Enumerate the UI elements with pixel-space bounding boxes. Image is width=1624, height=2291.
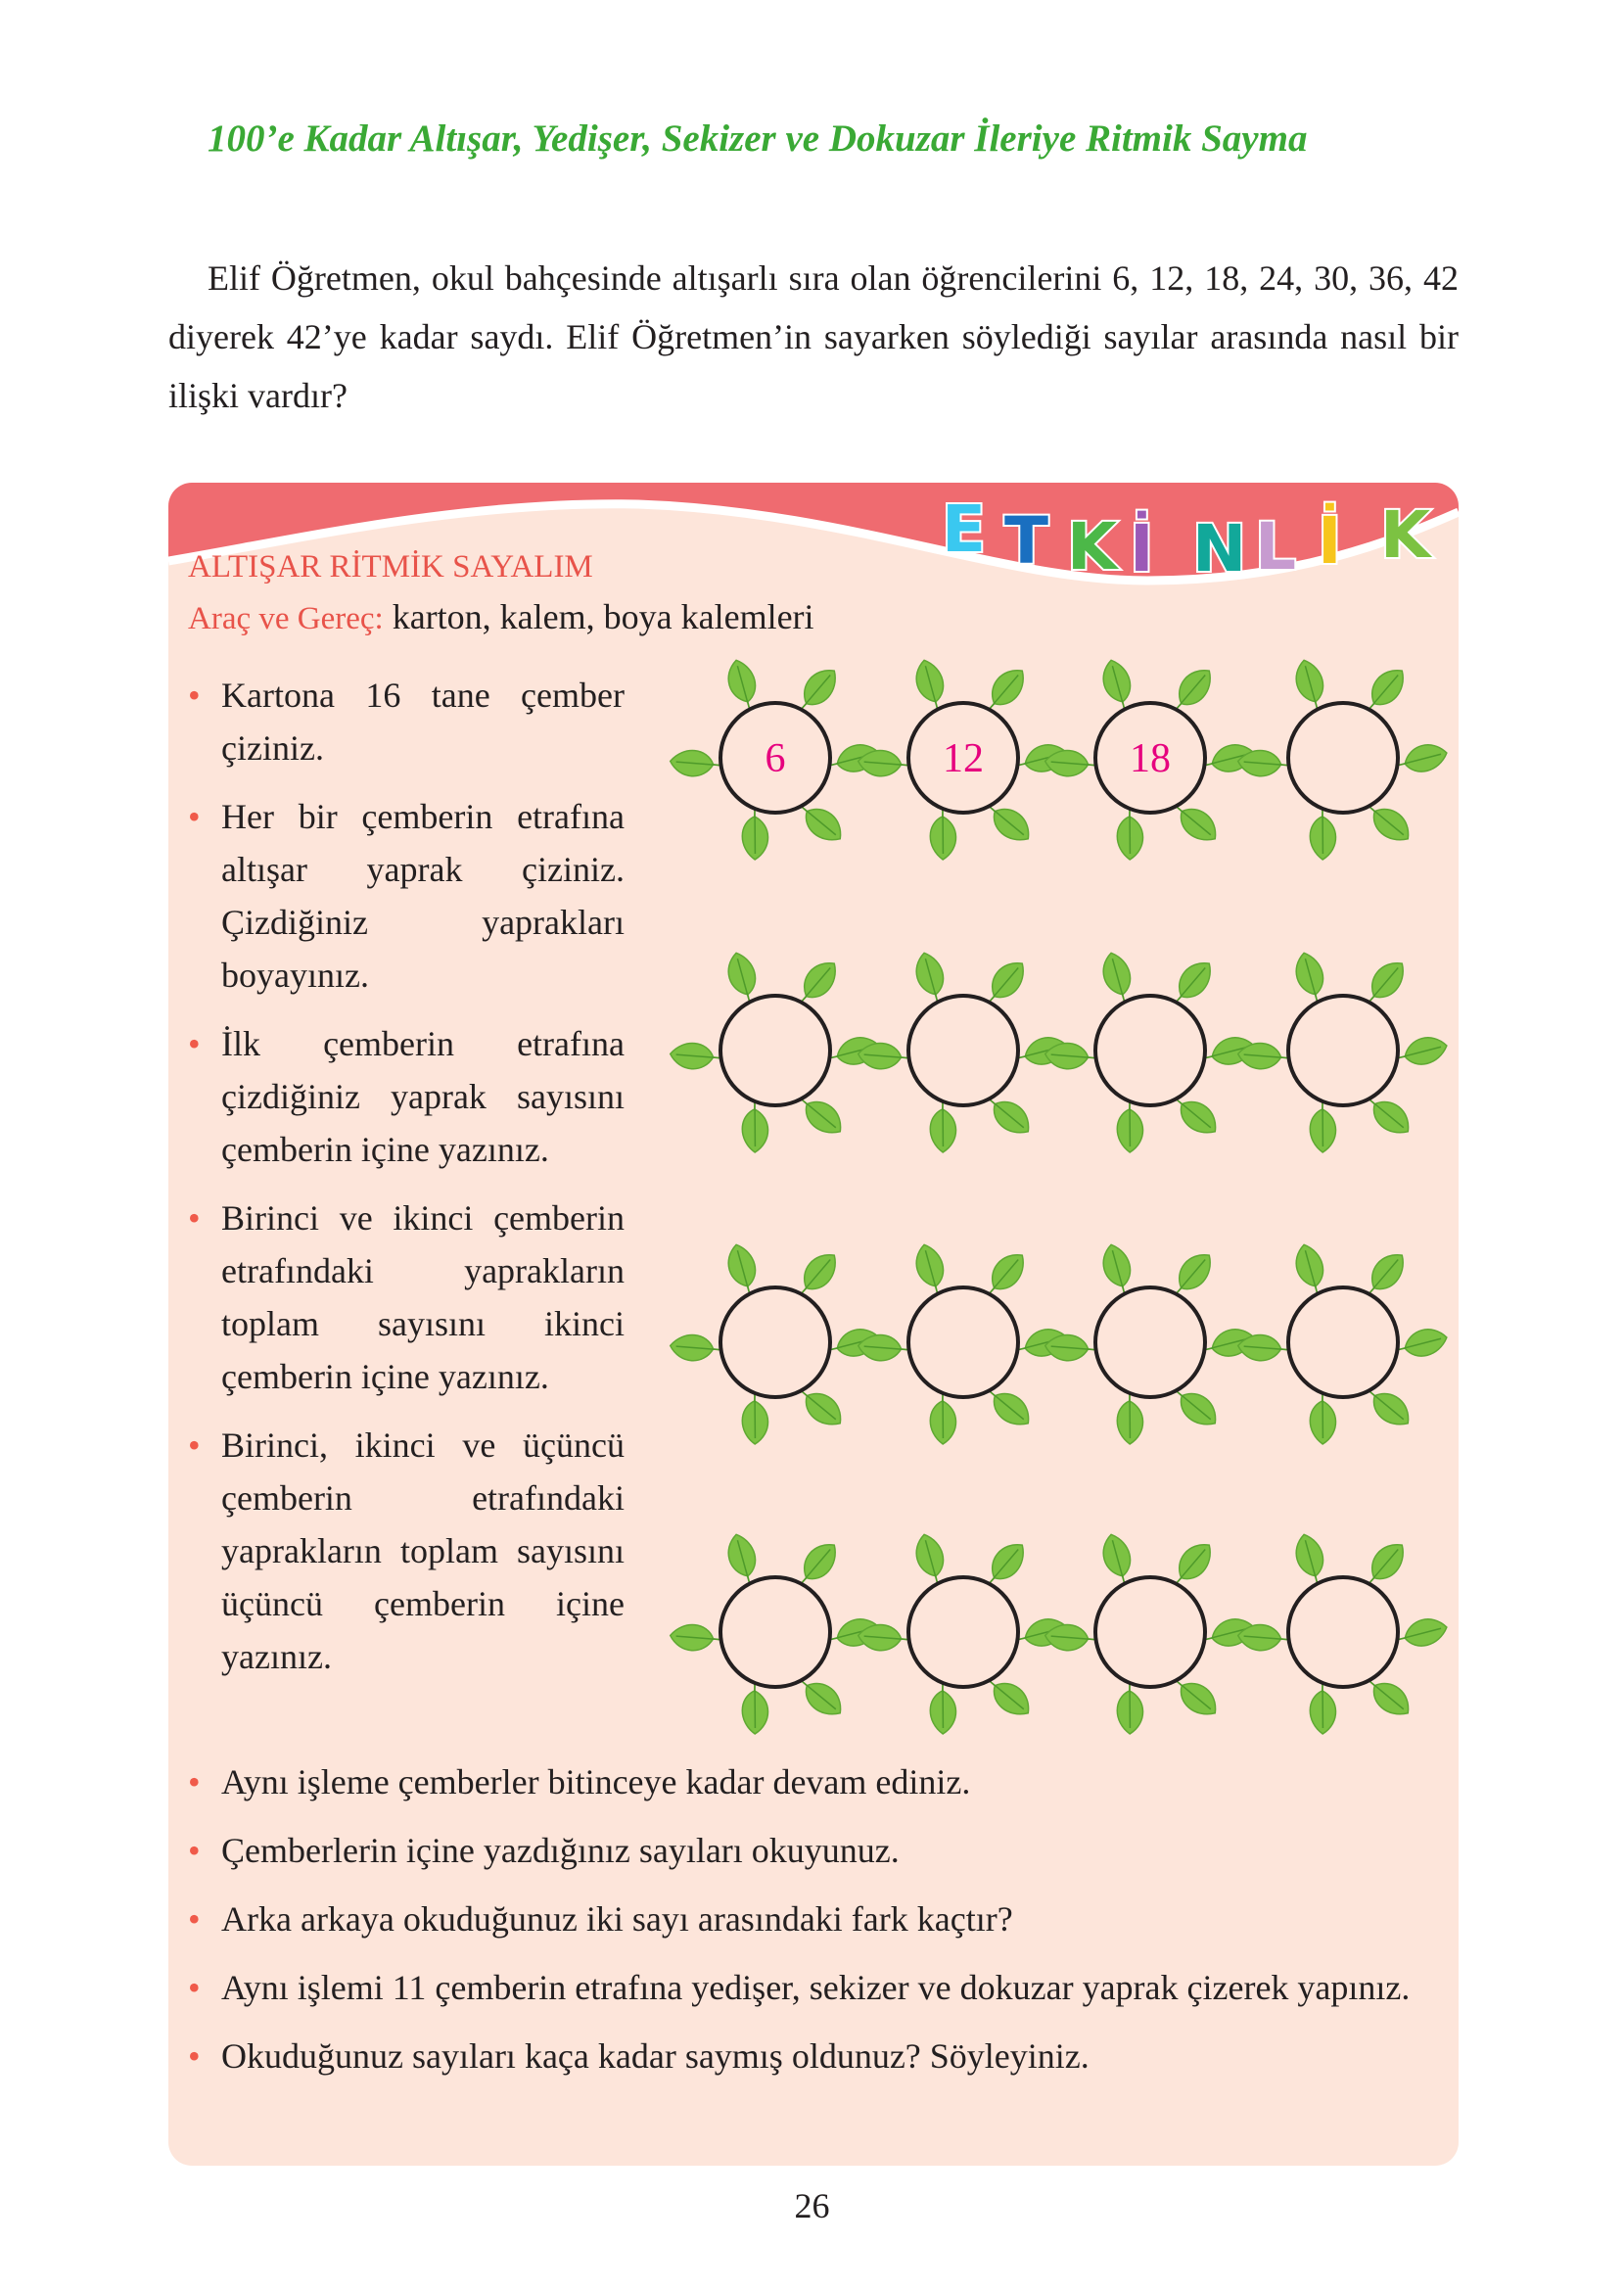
leaf-icon <box>1168 1089 1223 1142</box>
leaf-icon <box>1116 1683 1143 1735</box>
leaf-icon <box>669 1041 722 1072</box>
leaf-circle <box>1236 950 1450 1152</box>
leaf-icon <box>912 950 949 1005</box>
step-item: • Çemberlerin içine yazdığınız sayıları okuyunuz. <box>168 1824 1451 1877</box>
leaf-icon <box>741 1683 768 1735</box>
circle-outline <box>908 1287 1018 1397</box>
leaf-circle <box>1044 1531 1257 1734</box>
leaf-icon <box>1309 809 1336 861</box>
leaf-icon <box>1361 796 1415 849</box>
leaf-icon <box>724 950 761 1005</box>
circle-outline <box>1095 1287 1205 1397</box>
leaf-icon <box>929 1393 956 1445</box>
leaf-circle <box>669 657 882 860</box>
leaf-icon <box>1099 1531 1136 1587</box>
leaf-icon <box>669 748 722 779</box>
circle-number: 6 <box>765 736 786 781</box>
step-item: • Aynı işleme çemberler bitinceye kadar devam ediniz. <box>168 1755 1451 1808</box>
circle-outline <box>908 996 1018 1105</box>
leaf-circle <box>1044 1241 1257 1444</box>
leaf-circle <box>857 1531 1070 1734</box>
leaf-circle <box>1236 1241 1450 1444</box>
leaf-icon <box>741 809 768 861</box>
circle-outline <box>1095 1577 1205 1687</box>
leaf-icon <box>1309 1101 1336 1153</box>
intro-paragraph: Elif Öğretmen, okul bahçesinde altışarlı sıra olan öğrencilerini 6, 12, 18, 24, 30, 36, 42 diyerek 42’ye kadar saydı. Elif Öğretmen’in sayarken söylediği sayılar arasında nasıl bir ilişki vardır? <box>168 258 1459 415</box>
leaf-icon <box>1168 1670 1223 1723</box>
circle-outline <box>1095 996 1205 1105</box>
leaf-circle <box>669 1531 882 1734</box>
leaf-circle <box>1044 950 1257 1152</box>
circle-outline <box>1288 996 1398 1105</box>
leaf-icon <box>1292 950 1328 1005</box>
leaf-icon <box>1099 950 1136 1005</box>
step-item: • Her bir çemberin etrafına altışar yaprak çiziniz. Çizdiğiniz yaprakları boyayınız. <box>168 790 625 1002</box>
circle-outline <box>720 1287 830 1397</box>
leaf-icon <box>793 1380 848 1433</box>
leaf-icon <box>793 796 848 849</box>
circle-number: 18 <box>1130 736 1171 781</box>
leaf-icon <box>929 809 956 861</box>
leaf-icon <box>981 1670 1036 1723</box>
banner-letter: K <box>1380 497 1431 573</box>
leaf-icon <box>981 796 1036 849</box>
leaf-icon <box>1361 1670 1415 1723</box>
leaf-icon <box>669 1622 722 1654</box>
step-item: • İlk çemberin etrafına çizdiğiniz yaprak sayısını çemberin içine yazınız. <box>168 1017 625 1176</box>
leaf-icon <box>1116 809 1143 861</box>
materials-value: karton, kalem, boya kalemleri <box>392 597 814 636</box>
step-item: • Birinci, ikinci ve üçüncü çemberin etrafındaki yaprakların toplam sayısını üçüncü çemberin içine yazınız. <box>168 1419 625 1683</box>
leaf-icon <box>1292 657 1328 713</box>
leaf-icon <box>793 1089 848 1142</box>
leaf-circle <box>1044 657 1257 860</box>
circle-outline <box>1288 703 1398 813</box>
banner-letter: İ <box>1130 511 1154 586</box>
leaf-icon <box>912 1531 949 1587</box>
leaf-icon <box>1099 657 1136 713</box>
banner-letter: T <box>1004 503 1049 579</box>
page-number: 26 <box>794 2186 830 2225</box>
activity-heading: ALTIŞAR RİTMİK SAYALIM <box>188 549 593 584</box>
leaf-icon <box>1168 796 1223 849</box>
leaf-icon <box>981 1089 1036 1142</box>
leaf-icon <box>724 1531 761 1587</box>
leaf-icon <box>1309 1683 1336 1735</box>
step-item: • Okuduğunuz sayıları kaça kadar saymış oldunuz? Söyleyiniz. <box>168 2030 1451 2082</box>
leaf-icon <box>912 657 949 713</box>
circle-outline <box>908 1577 1018 1687</box>
materials-label: Araç ve Gereç: <box>188 601 384 636</box>
circle-number: 12 <box>943 736 984 781</box>
leaf-circle <box>669 950 882 1152</box>
leaf-circle <box>1236 657 1450 860</box>
leaf-icon <box>741 1393 768 1445</box>
leaf-circle <box>1236 1531 1450 1734</box>
circle-outline <box>1288 1577 1398 1687</box>
step-item: • Arka arkaya okuduğunuz iki sayı arasındaki fark kaçtır? <box>168 1893 1451 1945</box>
leaf-icon <box>669 1333 722 1364</box>
leaf-icon <box>1116 1393 1143 1445</box>
leaf-icon <box>1292 1241 1328 1297</box>
leaf-circle <box>857 657 1070 860</box>
step-item: • Kartona 16 tane çember çiziniz. <box>168 669 625 774</box>
leaf-icon <box>1394 1615 1449 1652</box>
leaf-icon <box>741 1101 768 1153</box>
banner-letter: L <box>1255 509 1297 584</box>
leaf-icon <box>1309 1393 1336 1445</box>
leaf-icon <box>793 1670 848 1723</box>
leaf-circle <box>857 1241 1070 1444</box>
leaf-circle <box>669 1241 882 1444</box>
leaf-icon <box>1394 1326 1449 1362</box>
leaf-icon <box>1116 1101 1143 1153</box>
section-title: 100’e Kadar Altışar, Yedişer, Sekizer ve Dokuzar İleriye Ritmik Sayma <box>208 117 1308 160</box>
leaf-icon <box>1099 1241 1136 1297</box>
leaf-icon <box>929 1101 956 1153</box>
leaf-icon <box>724 657 761 713</box>
banner-letter: E <box>942 491 987 567</box>
leaf-icon <box>1292 1531 1328 1587</box>
leaf-circle <box>857 950 1070 1152</box>
leaf-icon <box>929 1683 956 1735</box>
leaf-icon <box>1361 1089 1415 1142</box>
leaf-icon <box>912 1241 949 1297</box>
circle-outline <box>1288 1287 1398 1397</box>
leaf-icon <box>1394 741 1449 777</box>
leaf-icon <box>981 1380 1036 1433</box>
banner-letter: N <box>1192 511 1247 586</box>
step-item: • Birinci ve ikinci çemberin etrafındaki yaprakların toplam sayısını ikinci çemberin içine yazınız. <box>168 1192 625 1403</box>
leaf-icon <box>1361 1380 1415 1433</box>
circle-outline <box>720 1577 830 1687</box>
leaf-icon <box>1168 1380 1223 1433</box>
leaf-icon <box>724 1241 761 1297</box>
activity-box <box>168 483 1459 2166</box>
leaf-icon <box>1394 1034 1449 1070</box>
banner-letter: K <box>1067 509 1118 584</box>
bottom-steps-list <box>168 1755 1451 2098</box>
step-item: • Aynı işlemi 11 çemberin etrafına yedişer, sekizer ve dokuzar yaprak çizerek yapınız. <box>168 1961 1451 2014</box>
banner-letter: İ <box>1318 503 1342 579</box>
circle-outline <box>720 996 830 1105</box>
